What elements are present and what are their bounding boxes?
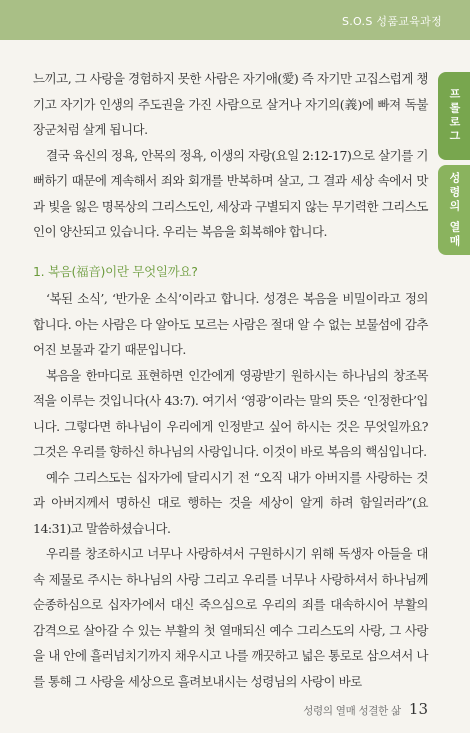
paragraph: 예수 그리스도는 십자가에 달리시기 전 “오직 내가 아버지를 사랑하는 것과 아버지께서 명하신 대로 행하는 것을 세상이 알게 하려 함일러라”(요 14:31)고 말씀하셨습니다. (33, 469, 428, 536)
paragraph: 결국 육신의 정욕, 안목의 정욕, 이생의 자랑(요일 2:12-17)으로 살기를 기뻐하기 때문에 계속해서 죄와 회개를 반복하며 살고, 그 결과 세상 속에서 맛과 빛을 잃은 명목상의 그리스도인, 세상과 구별되지 않는 무기력한 그리스도인이 양산되고 있습니다. 우리는 복음을 회복해야 합니다. (33, 147, 428, 239)
paragraph: ‘복된 소식’, ‘반가운 소식’이라고 합니다. 성경은 복음을 비밀이라고 정의합니다. 아는 사람은 다 알아도 모르는 사람은 절대 알 수 없는 보물섬에 감추어진 보물과 같기 때문입니다. (33, 291, 428, 357)
body-text (33, 66, 428, 694)
book-title: 성령의 열매 성결한 삶 (303, 705, 401, 717)
tab-prologue[interactable]: 프롤로그 (438, 72, 470, 160)
paragraph: 복음을 한마디로 표현하면 인간에게 영광받기 원하시는 하나님의 창조목적을 이루는 것입니다(사 43:7). 여기서 ‘영광’이라는 말의 뜻은 ‘인정한다’입니다. 그렇다면 하나님이 우리에게 인정받고 싶어 하시는 것은 무엇일까요? 그것은 우리를 향하신 하나님의 사랑입니다. 이것이 바로 복음의 핵심입니다. (33, 367, 428, 459)
paragraph: 우리를 창조하시고 너무나 사랑하셔서 구원하시기 위해 독생자 아들을 대속 제물로 주시는 하나님의 사랑 그리고 우리를 너무나 사랑하셔서 하나님께 순종하심으로 십자가에서 대신 죽으심으로 우리의 죄를 대속하시어 부활의 감격으로 살아갈 수 있는 부활의 첫 열매되신 예수 그리스도의 사랑, 그 사랑을 내 안에 흘러넘치기까지 채우시고 나를 깨끗하고 넓은 통로로 삼으셔서 나를 통해 그 사랑을 세상으로 흘려보내시는 성령님의 사랑이 바로 (33, 546, 428, 689)
header-bar (0, 0, 470, 40)
section-heading: 1. 복음(福音)이란 무엇일까요? (33, 263, 198, 279)
page-number: 13 (408, 700, 428, 718)
series-title: S.O.S 성품교육과정 (341, 15, 442, 28)
page-footer (303, 700, 428, 718)
paragraph: 느끼고, 그 사랑을 경험하지 못한 사람은 자기애(愛) 즉 자기만 고집스럽게 챙기고 자기가 인생의 주도권을 가진 사람으로 살거나 자기의(義)에 빠져 독불장군처럼 살게 됩니다. (33, 71, 428, 137)
tab-fruit-of-spirit[interactable]: 성령의 열매 (438, 165, 470, 255)
